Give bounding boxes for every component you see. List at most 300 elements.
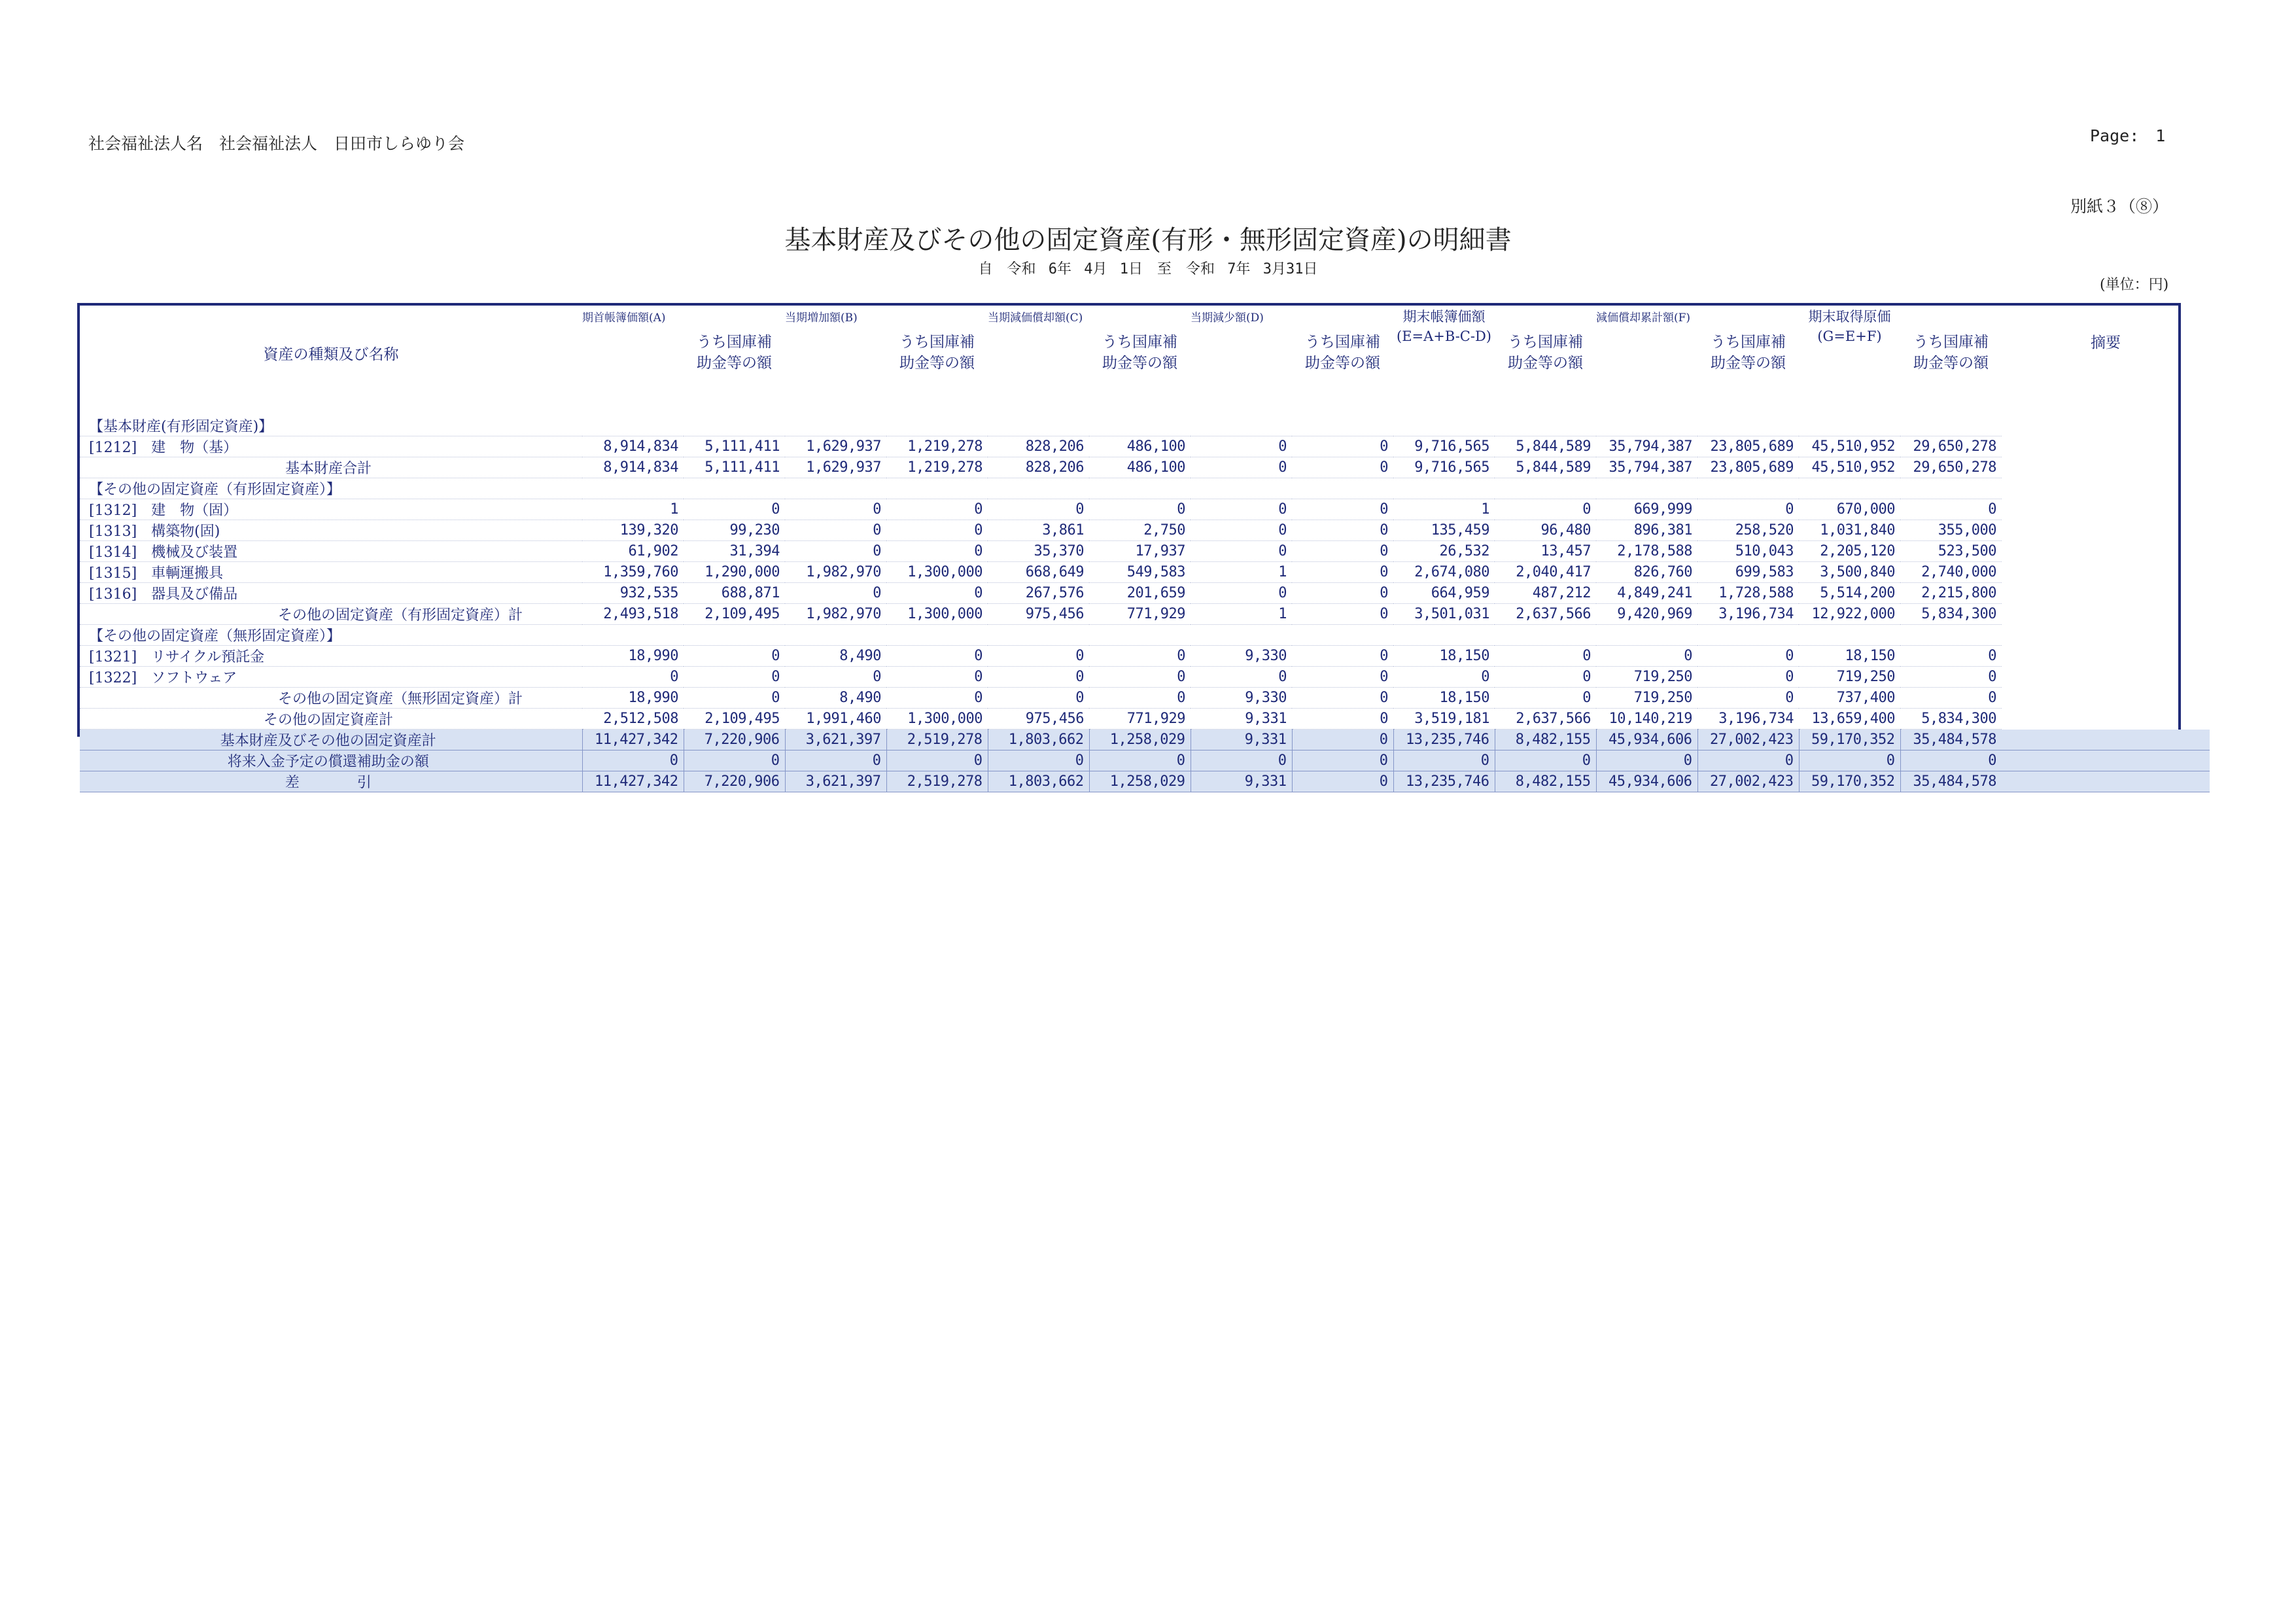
row-value-cell: 0 — [1495, 688, 1596, 709]
row-value-cell: 0 — [1292, 667, 1393, 688]
row-value-cell: 29,650,278 — [1900, 457, 2002, 478]
row-value-cell: 0 — [886, 667, 988, 688]
row-value-cell: 2,205,120 — [1799, 541, 1900, 562]
row-value-cell: 0 — [1697, 688, 1799, 709]
row-value-cell: 9,420,969 — [1596, 604, 1697, 625]
row-value-cell: 8,482,155 — [1495, 730, 1596, 750]
table-row — [80, 688, 2210, 709]
row-memo-cell — [2002, 688, 2210, 709]
row-value-cell: 0 — [988, 646, 1089, 667]
row-value-cell: 1,300,000 — [886, 604, 988, 625]
row-value-cell: 1,031,840 — [1799, 520, 1900, 541]
row-value-cell: 3,861 — [988, 520, 1089, 541]
row-value-cell: 1,982,970 — [785, 604, 886, 625]
row-value-cell: 664,959 — [1393, 583, 1495, 604]
row-value-cell: 2,750 — [1089, 520, 1191, 541]
row-value-cell: 669,999 — [1596, 499, 1697, 520]
row-memo-cell — [2002, 436, 2210, 457]
row-asset-name: 基本財産合計 — [80, 457, 582, 478]
row-value-cell: 3,196,734 — [1697, 709, 1799, 730]
header-sub-line2: 助金等の額 — [1102, 355, 1177, 372]
row-memo-cell — [2002, 604, 2210, 625]
row-value-cell: 18,990 — [582, 646, 684, 667]
row-value-cell: 0 — [1900, 667, 2002, 688]
row-asset-name: 【その他の固定資産（有形固定資産）】 — [80, 478, 582, 499]
header-sub-line1: うち国庫補 — [1102, 334, 1177, 351]
row-memo-cell — [2002, 499, 2210, 520]
row-value-cell: 258,520 — [1697, 520, 1799, 541]
row-value-cell: 0 — [1191, 750, 1292, 771]
row-value-cell: 0 — [1292, 499, 1393, 520]
row-asset-name: 基本財産及びその他の固定資産計 — [80, 730, 582, 750]
row-value-cell: 2,512,508 — [582, 709, 684, 730]
row-value-cell: 2,215,800 — [1900, 583, 2002, 604]
row-value-cell: 11,427,342 — [582, 771, 684, 792]
row-asset-name: その他の固定資産（有形固定資産）計 — [80, 604, 582, 625]
table-row — [80, 646, 2210, 667]
row-asset-name: [1314] 機械及び装置 — [80, 541, 582, 562]
row-asset-name: その他の固定資産（無形固定資産）計 — [80, 688, 582, 709]
table-row — [80, 457, 2210, 478]
header-sub-line2: 助金等の額 — [1913, 355, 1989, 372]
row-value-cell: 29,650,278 — [1900, 436, 2002, 457]
row-value-cell: 0 — [1292, 436, 1393, 457]
table-row — [80, 499, 2210, 520]
row-value-cell: 35,484,578 — [1900, 730, 2002, 750]
row-value-cell: 5,834,300 — [1900, 604, 2002, 625]
row-value-cell: 0 — [1191, 583, 1292, 604]
row-value-cell: 0 — [886, 541, 988, 562]
table-row — [80, 625, 2210, 646]
row-value-cell: 0 — [1191, 436, 1292, 457]
row-memo-cell — [2002, 415, 2210, 436]
row-value-cell: 0 — [886, 583, 988, 604]
header-closing-subsidy — [1495, 306, 1596, 415]
row-value-cell: 135,459 — [1393, 520, 1495, 541]
table-row — [80, 436, 2210, 457]
header-increase — [785, 306, 886, 415]
row-value-cell: 8,482,155 — [1495, 771, 1596, 792]
row-value-cell: 0 — [1089, 646, 1191, 667]
row-value-cell: 0 — [785, 520, 886, 541]
row-value-cell: 1,982,970 — [785, 562, 886, 583]
row-value-cell: 0 — [1495, 750, 1596, 771]
row-value-cell: 2,519,278 — [886, 771, 988, 792]
row-value-cell: 3,621,397 — [785, 730, 886, 750]
header-subsidy-label — [1697, 332, 1799, 374]
row-value-cell: 510,043 — [1697, 541, 1799, 562]
row-value-cell: 0 — [1799, 750, 1900, 771]
row-value-cell: 975,456 — [988, 604, 1089, 625]
row-asset-name: 【基本財産(有形固定資産)】 — [80, 415, 582, 436]
row-memo-cell — [2002, 646, 2210, 667]
row-value-cell: 2,637,566 — [1495, 604, 1596, 625]
header-g-line2: (G=E+F) — [1817, 328, 1882, 344]
row-value-cell: 27,002,423 — [1697, 771, 1799, 792]
row-value-cell: 35,794,387 — [1596, 457, 1697, 478]
row-value-cell: 0 — [1697, 750, 1799, 771]
row-value-cell: 0 — [886, 688, 988, 709]
row-value-cell — [1900, 415, 2002, 436]
row-value-cell: 1,991,460 — [785, 709, 886, 730]
header-subsidy-label — [1900, 332, 2002, 374]
row-value-cell: 0 — [1089, 688, 1191, 709]
row-value-cell: 1,728,588 — [1697, 583, 1799, 604]
row-value-cell: 2,740,000 — [1900, 562, 2002, 583]
table-row — [80, 415, 2210, 436]
row-value-cell: 3,519,181 — [1393, 709, 1495, 730]
row-value-cell — [1799, 478, 1900, 499]
header-acquisition-cost — [1799, 306, 1900, 415]
row-value-cell — [1191, 478, 1292, 499]
row-value-cell — [1596, 625, 1697, 646]
row-value-cell: 45,934,606 — [1596, 771, 1697, 792]
row-value-cell: 11,427,342 — [582, 730, 684, 750]
table-row — [80, 478, 2210, 499]
row-value-cell: 0 — [785, 750, 886, 771]
row-value-cell — [684, 415, 785, 436]
row-value-cell: 2,519,278 — [886, 730, 988, 750]
row-value-cell — [988, 478, 1089, 499]
row-value-cell: 0 — [1292, 688, 1393, 709]
header-sub-line2: 助金等の額 — [697, 355, 772, 372]
row-memo-cell — [2002, 562, 2210, 583]
row-value-cell: 3,500,840 — [1799, 562, 1900, 583]
header-subsidy-label — [684, 332, 785, 374]
row-asset-name: [1212] 建 物（基） — [80, 436, 582, 457]
row-value-cell: 0 — [1900, 499, 2002, 520]
header-subsidy-label — [1292, 332, 1393, 374]
row-value-cell: 12,922,000 — [1799, 604, 1900, 625]
row-memo-cell — [2002, 583, 2210, 604]
row-value-cell: 2,178,588 — [1596, 541, 1697, 562]
row-value-cell: 0 — [684, 750, 785, 771]
row-value-cell: 0 — [988, 499, 1089, 520]
header-increase-subsidy — [886, 306, 988, 415]
row-value-cell — [785, 625, 886, 646]
row-value-cell: 59,170,352 — [1799, 730, 1900, 750]
row-value-cell — [1697, 478, 1799, 499]
header-sub-line1: うち国庫補 — [1711, 334, 1786, 351]
row-value-cell: 1 — [582, 499, 684, 520]
row-value-cell: 31,394 — [684, 541, 785, 562]
row-value-cell: 5,111,411 — [684, 436, 785, 457]
row-asset-name: 差 引 — [80, 771, 582, 792]
row-asset-name: 【その他の固定資産（無形固定資産）】 — [80, 625, 582, 646]
row-asset-name: [1316] 器具及び備品 — [80, 583, 582, 604]
row-value-cell: 2,109,495 — [684, 604, 785, 625]
row-asset-name: [1313] 構築物(固) — [80, 520, 582, 541]
row-memo-cell — [2002, 709, 2210, 730]
row-value-cell — [1292, 415, 1393, 436]
row-value-cell: 0 — [1292, 771, 1393, 792]
row-value-cell: 9,331 — [1191, 730, 1292, 750]
row-value-cell: 0 — [1697, 646, 1799, 667]
reporting-period: 自 令和 6年 4月 1日 至 令和 7年 3月31日 — [978, 261, 1318, 277]
document-title: 基本財産及びその他の固定資産(有形・無形固定資産)の明細書 — [784, 225, 1512, 255]
row-value-cell: 0 — [988, 688, 1089, 709]
row-value-cell: 0 — [1596, 750, 1697, 771]
row-value-cell: 2,493,518 — [582, 604, 684, 625]
row-value-cell: 5,844,589 — [1495, 436, 1596, 457]
row-value-cell: 9,716,565 — [1393, 457, 1495, 478]
row-value-cell — [1495, 415, 1596, 436]
row-value-cell: 1,359,760 — [582, 562, 684, 583]
row-value-cell — [1596, 415, 1697, 436]
row-value-cell — [582, 625, 684, 646]
row-value-cell: 1,219,278 — [886, 457, 988, 478]
row-value-cell: 0 — [1292, 562, 1393, 583]
row-value-cell: 26,532 — [1393, 541, 1495, 562]
row-value-cell: 0 — [1089, 750, 1191, 771]
row-value-cell: 0 — [785, 583, 886, 604]
row-value-cell: 688,871 — [684, 583, 785, 604]
row-value-cell — [1799, 415, 1900, 436]
row-value-cell: 9,331 — [1191, 709, 1292, 730]
table-header-row — [80, 306, 2210, 415]
table-row — [80, 541, 2210, 562]
row-value-cell: 99,230 — [684, 520, 785, 541]
header-closing-book-value — [1393, 306, 1495, 415]
row-value-cell — [1089, 415, 1191, 436]
table-body — [80, 415, 2210, 792]
row-value-cell: 13,659,400 — [1799, 709, 1900, 730]
row-value-cell: 0 — [1191, 667, 1292, 688]
row-value-cell: 719,250 — [1799, 667, 1900, 688]
row-value-cell: 8,490 — [785, 688, 886, 709]
row-value-cell: 975,456 — [988, 709, 1089, 730]
header-opening-subsidy — [684, 306, 785, 415]
row-value-cell: 828,206 — [988, 436, 1089, 457]
row-value-cell: 0 — [1292, 583, 1393, 604]
row-value-cell: 0 — [886, 520, 988, 541]
row-value-cell: 8,914,834 — [582, 457, 684, 478]
row-value-cell: 0 — [684, 667, 785, 688]
row-value-cell: 1,300,000 — [886, 709, 988, 730]
row-value-cell: 0 — [582, 667, 684, 688]
header-decrease — [1191, 306, 1292, 415]
row-value-cell: 0 — [1900, 688, 2002, 709]
header-asset-name: 資産の種類及び名称 — [263, 346, 399, 363]
row-value-cell: 0 — [1292, 541, 1393, 562]
row-value-cell — [1292, 478, 1393, 499]
row-value-cell: 0 — [1292, 709, 1393, 730]
row-value-cell: 1,258,029 — [1089, 771, 1191, 792]
row-memo-cell — [2002, 667, 2210, 688]
header-d-label: 当期減少額(D) — [1191, 311, 1264, 325]
row-value-cell — [1393, 415, 1495, 436]
row-value-cell: 0 — [1191, 499, 1292, 520]
row-value-cell: 9,330 — [1191, 688, 1292, 709]
row-value-cell — [1799, 625, 1900, 646]
header-sub-line2: 助金等の額 — [1305, 355, 1380, 372]
row-value-cell — [785, 415, 886, 436]
row-value-cell: 18,990 — [582, 688, 684, 709]
row-value-cell: 0 — [1900, 646, 2002, 667]
row-value-cell: 0 — [1393, 750, 1495, 771]
row-memo-cell — [2002, 625, 2210, 646]
row-value-cell: 1,629,937 — [785, 457, 886, 478]
table-row — [80, 709, 2210, 730]
table-row — [80, 520, 2210, 541]
row-value-cell: 549,583 — [1089, 562, 1191, 583]
row-value-cell: 0 — [1292, 730, 1393, 750]
row-value-cell: 0 — [785, 667, 886, 688]
header-sub-line1: うち国庫補 — [1305, 334, 1380, 351]
header-c-label: 当期減価償却額(C) — [988, 311, 1083, 325]
row-value-cell: 45,934,606 — [1596, 730, 1697, 750]
header-sub-line2: 助金等の額 — [899, 355, 975, 372]
row-value-cell: 18,150 — [1393, 688, 1495, 709]
table-row — [80, 667, 2210, 688]
row-memo-cell — [2002, 730, 2210, 750]
row-value-cell: 0 — [886, 646, 988, 667]
row-value-cell — [1089, 625, 1191, 646]
row-value-cell: 2,637,566 — [1495, 709, 1596, 730]
row-value-cell: 668,649 — [988, 562, 1089, 583]
header-sub-line2: 助金等の額 — [1711, 355, 1786, 372]
table-row — [80, 583, 2210, 604]
row-value-cell: 828,206 — [988, 457, 1089, 478]
row-value-cell — [1393, 478, 1495, 499]
attachment-label: 別紙３（⑧） — [2070, 197, 2169, 216]
row-value-cell: 13,235,746 — [1393, 730, 1495, 750]
row-value-cell: 0 — [988, 750, 1089, 771]
row-value-cell — [1697, 415, 1799, 436]
row-value-cell: 139,320 — [582, 520, 684, 541]
row-value-cell — [886, 415, 988, 436]
row-value-cell: 3,196,734 — [1697, 604, 1799, 625]
row-value-cell — [684, 625, 785, 646]
row-memo-cell — [2002, 478, 2210, 499]
row-value-cell: 10,140,219 — [1596, 709, 1697, 730]
row-value-cell: 1,803,662 — [988, 771, 1089, 792]
row-value-cell: 3,621,397 — [785, 771, 886, 792]
table-row — [80, 562, 2210, 583]
row-value-cell — [886, 478, 988, 499]
header-e-line2: (E=A+B-C-D) — [1397, 328, 1491, 344]
header-e-label — [1393, 307, 1495, 346]
row-value-cell — [1596, 478, 1697, 499]
table-row — [80, 604, 2210, 625]
row-memo-cell — [2002, 457, 2210, 478]
row-value-cell: 1,300,000 — [886, 562, 988, 583]
row-value-cell: 1,629,937 — [785, 436, 886, 457]
row-value-cell: 1 — [1191, 562, 1292, 583]
row-value-cell — [684, 478, 785, 499]
row-value-cell: 7,220,906 — [684, 730, 785, 750]
row-value-cell — [1191, 415, 1292, 436]
row-value-cell: 13,235,746 — [1393, 771, 1495, 792]
table-row — [80, 771, 2210, 792]
row-value-cell: 27,002,423 — [1697, 730, 1799, 750]
row-value-cell: 5,834,300 — [1900, 709, 2002, 730]
row-value-cell: 771,929 — [1089, 604, 1191, 625]
row-asset-name: [1315] 車輌運搬具 — [80, 562, 582, 583]
row-value-cell: 7,220,906 — [684, 771, 785, 792]
row-value-cell: 0 — [684, 688, 785, 709]
row-value-cell — [582, 478, 684, 499]
row-value-cell: 0 — [1697, 499, 1799, 520]
row-value-cell: 0 — [1292, 750, 1393, 771]
row-value-cell: 13,457 — [1495, 541, 1596, 562]
row-value-cell: 18,150 — [1393, 646, 1495, 667]
row-asset-name: [1321] リサイクル預託金 — [80, 646, 582, 667]
row-value-cell: 35,484,578 — [1900, 771, 2002, 792]
row-asset-name: [1312] 建 物（固） — [80, 499, 582, 520]
row-value-cell: 0 — [1292, 520, 1393, 541]
row-value-cell: 0 — [1191, 457, 1292, 478]
row-value-cell: 0 — [1596, 646, 1697, 667]
row-value-cell: 0 — [1495, 646, 1596, 667]
row-value-cell: 1,219,278 — [886, 436, 988, 457]
row-value-cell: 0 — [684, 646, 785, 667]
header-acquisition-subsidy — [1900, 306, 2002, 415]
row-value-cell — [1697, 625, 1799, 646]
row-value-cell: 699,583 — [1697, 562, 1799, 583]
row-value-cell: 2,674,080 — [1393, 562, 1495, 583]
row-value-cell: 9,716,565 — [1393, 436, 1495, 457]
row-value-cell: 826,760 — [1596, 562, 1697, 583]
asset-table-frame — [77, 303, 2181, 791]
row-value-cell: 9,330 — [1191, 646, 1292, 667]
row-value-cell: 0 — [785, 541, 886, 562]
row-value-cell: 0 — [988, 667, 1089, 688]
row-memo-cell — [2002, 541, 2210, 562]
row-value-cell: 4,849,241 — [1596, 583, 1697, 604]
header-f-label: 減価償却累計額(F) — [1596, 311, 1691, 325]
header-depreciation — [988, 306, 1089, 415]
header-e-line1: 期末帳簿価額 — [1402, 309, 1486, 325]
header-sub-line1: うち国庫補 — [899, 334, 975, 351]
row-value-cell: 0 — [684, 499, 785, 520]
row-memo-cell — [2002, 750, 2210, 771]
row-value-cell: 1 — [1191, 604, 1292, 625]
header-sub-line1: うち国庫補 — [1508, 334, 1583, 351]
row-value-cell — [988, 625, 1089, 646]
header-subsidy-label — [886, 332, 988, 374]
row-value-cell: 96,480 — [1495, 520, 1596, 541]
row-value-cell: 0 — [785, 499, 886, 520]
row-value-cell: 0 — [1191, 520, 1292, 541]
row-value-cell: 9,331 — [1191, 771, 1292, 792]
header-decrease-subsidy — [1292, 306, 1393, 415]
row-value-cell — [1495, 478, 1596, 499]
row-value-cell — [1089, 478, 1191, 499]
row-asset-name: その他の固定資産計 — [80, 709, 582, 730]
header-subsidy-label — [1089, 332, 1191, 374]
row-value-cell: 17,937 — [1089, 541, 1191, 562]
page-number: Page: 1 — [2090, 126, 2166, 145]
row-value-cell: 35,370 — [988, 541, 1089, 562]
row-value-cell: 737,400 — [1799, 688, 1900, 709]
row-value-cell: 0 — [1900, 750, 2002, 771]
row-value-cell: 486,100 — [1089, 436, 1191, 457]
header-accumulated-subsidy — [1697, 306, 1799, 415]
fixed-asset-table — [80, 306, 2210, 792]
header-sub-line1: うち国庫補 — [697, 334, 772, 351]
row-value-cell: 8,490 — [785, 646, 886, 667]
row-value-cell: 3,501,031 — [1393, 604, 1495, 625]
row-value-cell: 355,000 — [1900, 520, 2002, 541]
row-value-cell: 23,805,689 — [1697, 457, 1799, 478]
unit-label: (単位：円) — [2100, 277, 2169, 293]
row-value-cell: 2,040,417 — [1495, 562, 1596, 583]
corporation-name: 社会福祉法人名 社会福祉法人 日田市しらゆり会 — [88, 134, 465, 153]
row-value-cell: 18,150 — [1799, 646, 1900, 667]
row-value-cell: 59,170,352 — [1799, 771, 1900, 792]
row-value-cell — [785, 478, 886, 499]
